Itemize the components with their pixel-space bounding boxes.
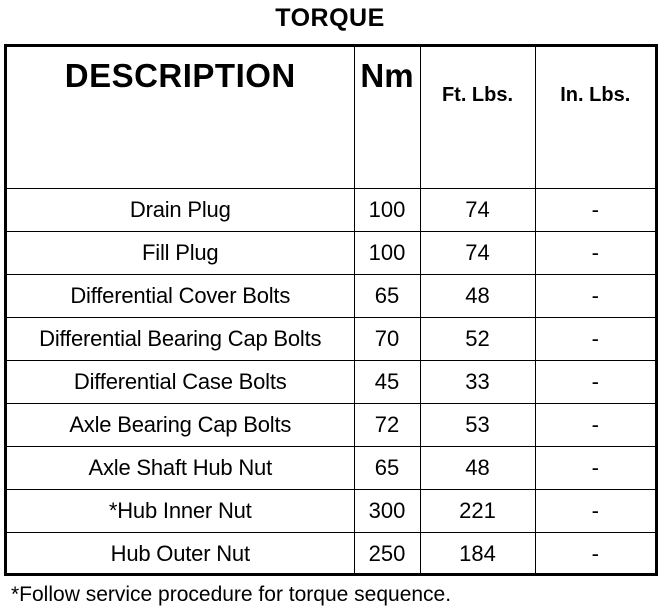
column-header-description: DESCRIPTION — [7, 47, 354, 189]
page-title: TORQUE — [0, 4, 660, 33]
cell-in-lbs: - — [535, 490, 655, 533]
cell-ft-lbs: 184 — [420, 533, 535, 576]
cell-in-lbs: - — [535, 318, 655, 361]
cell-nm: 250 — [354, 533, 420, 576]
table-row — [7, 490, 655, 533]
table-row — [7, 533, 655, 576]
torque-table-frame — [4, 44, 658, 576]
cell-description: Axle Bearing Cap Bolts — [7, 404, 354, 447]
cell-ft-lbs: 74 — [420, 232, 535, 275]
cell-ft-lbs: 48 — [420, 447, 535, 490]
cell-in-lbs: - — [535, 447, 655, 490]
cell-description: *Hub Inner Nut — [7, 490, 354, 533]
cell-ft-lbs: 52 — [420, 318, 535, 361]
column-header-in-lbs: In. Lbs. — [535, 47, 655, 189]
cell-in-lbs: - — [535, 189, 655, 232]
cell-nm: 72 — [354, 404, 420, 447]
cell-description: Differential Bearing Cap Bolts — [7, 318, 354, 361]
cell-description: Hub Outer Nut — [7, 533, 354, 576]
cell-description: Axle Shaft Hub Nut — [7, 447, 354, 490]
cell-ft-lbs: 74 — [420, 189, 535, 232]
cell-nm: 100 — [354, 232, 420, 275]
table-body — [7, 189, 655, 576]
table-row — [7, 318, 655, 361]
header-row — [7, 47, 655, 189]
table-header — [7, 47, 655, 189]
cell-in-lbs: - — [535, 404, 655, 447]
cell-description: Differential Cover Bolts — [7, 275, 354, 318]
footnote-row — [7, 576, 655, 614]
table-row — [7, 232, 655, 275]
cell-nm: 65 — [354, 275, 420, 318]
table-row — [7, 275, 655, 318]
cell-description: Differential Case Bolts — [7, 361, 354, 404]
table-row — [7, 404, 655, 447]
cell-ft-lbs: 33 — [420, 361, 535, 404]
cell-ft-lbs: 53 — [420, 404, 535, 447]
cell-in-lbs: - — [535, 361, 655, 404]
cell-nm: 45 — [354, 361, 420, 404]
table-row — [7, 189, 655, 232]
cell-nm: 100 — [354, 189, 420, 232]
cell-description: Fill Plug — [7, 232, 354, 275]
cell-in-lbs: - — [535, 232, 655, 275]
cell-in-lbs: - — [535, 275, 655, 318]
cell-description: Drain Plug — [7, 189, 354, 232]
cell-in-lbs: - — [535, 533, 655, 576]
cell-nm: 70 — [354, 318, 420, 361]
column-header-ft-lbs: Ft. Lbs. — [420, 47, 535, 189]
footnote: *Follow service procedure for torque sequence. — [7, 576, 655, 614]
table-row — [7, 447, 655, 490]
cell-ft-lbs: 221 — [420, 490, 535, 533]
torque-table — [7, 47, 655, 614]
cell-nm: 65 — [354, 447, 420, 490]
column-header-nm: Nm — [354, 47, 420, 189]
cell-ft-lbs: 48 — [420, 275, 535, 318]
cell-nm: 300 — [354, 490, 420, 533]
table-footer — [7, 576, 655, 614]
table-row — [7, 361, 655, 404]
